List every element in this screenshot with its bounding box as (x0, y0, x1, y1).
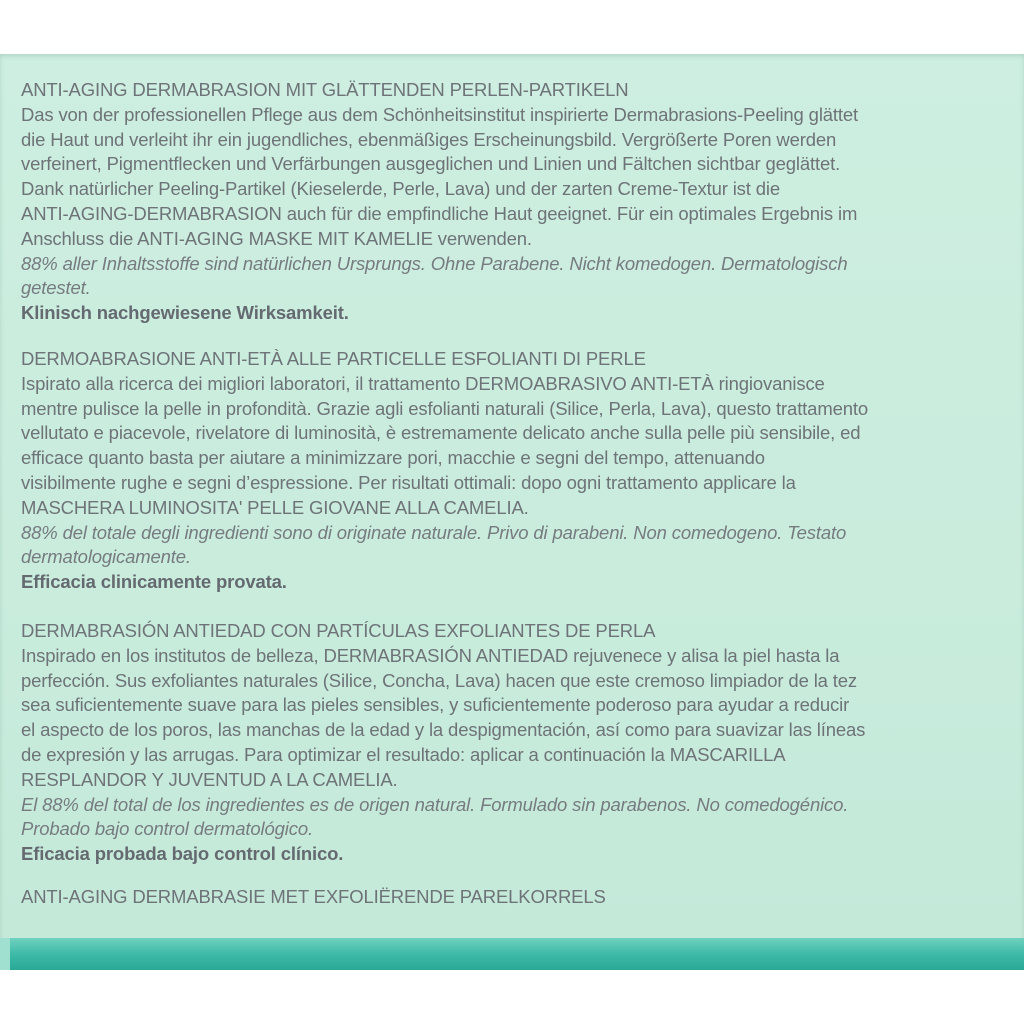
section-dutch (21, 885, 987, 910)
italic-note-line: 88% aller Inhaltsstoffe sind natürlichen Ursprungs. Ohne Parabene. Nicht komedogen. Dermatologisch (21, 252, 848, 274)
efficacy-claim: Klinisch nachgewiesene Wirksamkeit. (21, 302, 349, 324)
italic-note-line: dermatologicamente. (21, 546, 191, 568)
body-line: ANTI-AGING-DERMABRASION auch für die empfindliche Haut geeignet. Für ein optimales Ergebnis im (21, 202, 858, 224)
body-line: Anschluss die ANTI-AGING MASKE MIT KAMELIE verwenden. (21, 227, 532, 249)
section-german (21, 78, 987, 326)
teal-package-band (0, 938, 1024, 970)
body-line: sea suficientemente suave para las pieles sensibles, y suficientemente poderoso para ayudar a reducir (21, 694, 850, 716)
body-line: die Haut und verleiht ihr ein jugendliches, ebenmäßiges Erscheinungsbild. Vergrößerte Poren werden (21, 128, 837, 150)
italic-note-line: 88% del totale degli ingredienti sono di originate naturale. Privo di parabeni. Non comedogeno. Testato (21, 521, 847, 543)
body-line: Das von der professionellen Pflege aus dem Schönheitsinstitut inspirierte Dermabrasions-Peeling glättet (21, 103, 859, 125)
body-line: de expresión y las arrugas. Para optimizar el resultado: aplicar a continuación la MASCARILLA (21, 743, 786, 765)
section-heading: ANTI-AGING DERMABRASIE MET EXFOLIËRENDE PARELKORRELS (21, 886, 606, 907)
body-line: verfeinert, Pigmentflecken und Verfärbungen ausgeglichen und Linien und Fältchen sichtbar geglättet. (21, 153, 841, 175)
body-line: efficace quanto basta per aiutare a minimizzare pori, macchie e segni del tempo, attenuando (21, 447, 765, 469)
section-heading: DERMOABRASIONE ANTI-ETÀ ALLE PARTICELLE ESFOLIANTI DI PERLE (21, 348, 646, 369)
section-italian (21, 347, 987, 595)
body-line: RESPLANDOR Y JUVENTUD A LA CAMELIA. (21, 768, 398, 790)
body-line: Ispirato alla ricerca dei migliori laboratori, il trattamento DERMOABRASIVO ANTI-ETÀ ringiovanisce (21, 372, 825, 394)
band-highlight (0, 938, 10, 970)
body-line: Dank natürlicher Peeling-Partikel (Kieselerde, Perle, Lava) und der zarten Creme-Textur ist die (21, 178, 780, 200)
body-line: MASCHERA LUMINOSITA' PELLE GIOVANE ALLA CAMELIA. (21, 496, 529, 518)
body-line: vellutato e piacevole, rivelatore di luminosità, è estremamente delicato anche sulla pelle più sensibile, ed (21, 422, 861, 444)
body-line: el aspecto de los poros, las manchas de la edad y la despigmentación, así como para suavizar las líneas (21, 719, 866, 741)
body-line: mentre pulisce la pelle in profondità. Grazie agli esfolianti naturali (Silice, Perla, Lava), questo trattamento (21, 397, 868, 419)
italic-note-line: El 88% del total de los ingredientes es de origen natural. Formulado sin parabenos. No comedogénico. (21, 793, 849, 815)
section-heading: DERMABRASIÓN ANTIEDAD CON PARTÍCULAS EXFOLIANTES DE PERLA (21, 620, 656, 641)
body-line: visibilmente rughe e segni d’espressione. Per risultati ottimali: dopo ogni trattamento applicare la (21, 471, 796, 493)
efficacy-claim: Eficacia probada bajo control clínico. (21, 843, 344, 865)
italic-note-line: getestet. (21, 277, 91, 299)
section-spanish (21, 619, 987, 867)
body-line: Inspirado en los institutos de belleza, DERMABRASIÓN ANTIEDAD rejuvenece y alisa la piel hasta la (21, 644, 840, 666)
italic-note-line: Probado bajo control dermatológico. (21, 818, 313, 840)
efficacy-claim: Efficacia clinicamente provata. (21, 571, 287, 593)
body-line: perfección. Sus exfoliantes naturales (Silice, Concha, Lava) hacen que este cremoso limpiador de la tez (21, 669, 858, 691)
section-heading: ANTI-AGING DERMABRASION MIT GLÄTTENDEN PERLEN-PARTIKELN (21, 79, 629, 100)
